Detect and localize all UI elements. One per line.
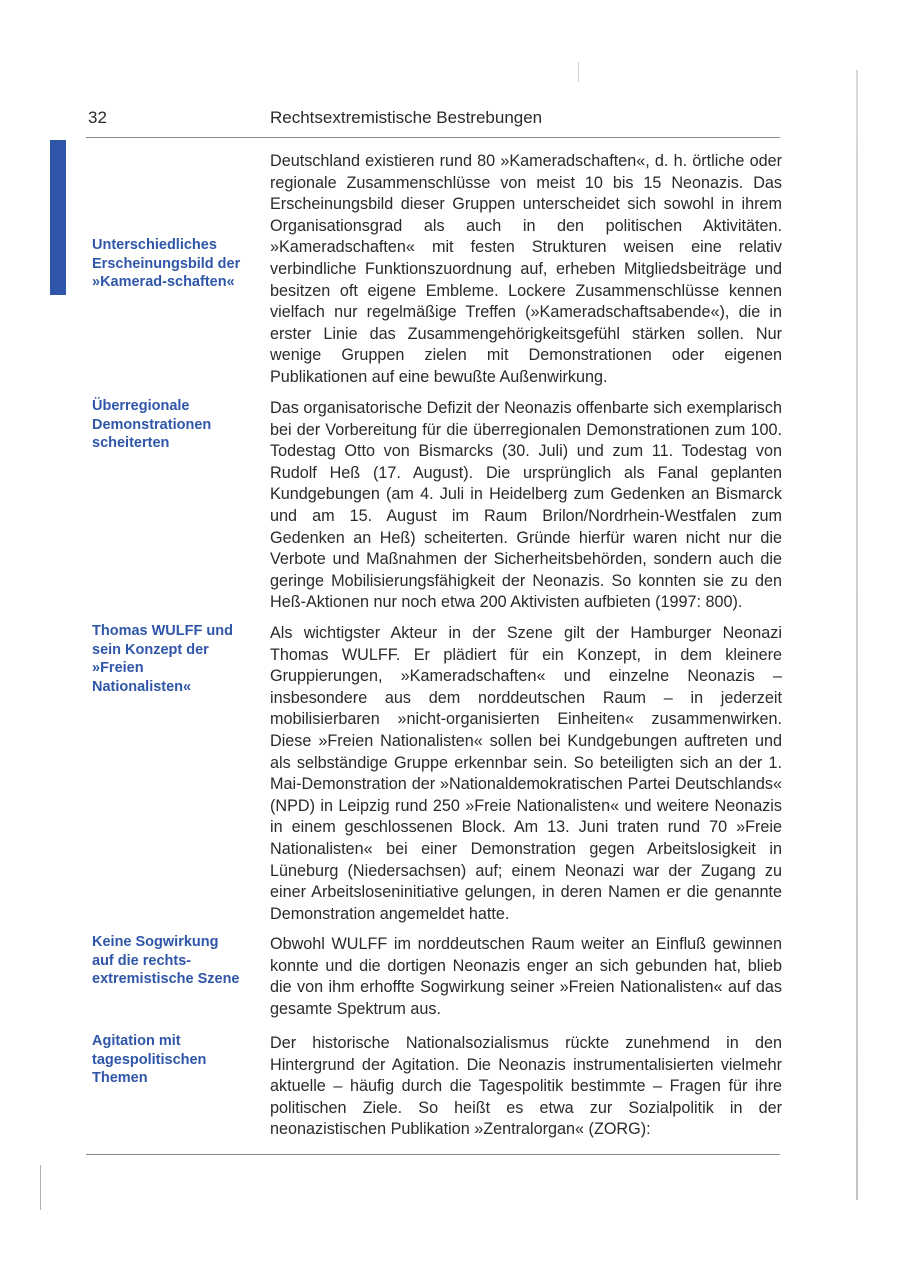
margin-note-sogwirkung: Keine Sogwirkung auf die rechts-extremistische Szene (92, 934, 240, 987)
paragraph-demonstrationen: Das organisatorische Defizit der Neonazis offenbarte sich exemplarisch bei der Vorbereitung für die überregionalen Demonstrationen zum 100. Todestag Otto von Bismarcks (30. Juli) und zum 11. Todestag von Rudolf Heß (17. August). Die ursprünglich als Fanal geplanten Kundgebungen (am 4. Juli in Heidelberg zum Gedenken an Bismarck und am 15. August im Raum Brilon/Nordrhein-Westfalen zum Gedenken an Heß) scheiterten. Gründe hierfür waren nicht nur die Verbote und Maßnahmen der Sicherheitsbehörden, sondern auch die geringe Mobilisierungsfähigkeit der Neonazis. So konnten sie zu den Heß-Aktionen nur noch etwa 200 Aktivisten aufbieten (1997: 800). (270, 399, 782, 612)
page-number: 32 (88, 108, 107, 127)
margin-note-agitation: Agitation mit tagespolitischen Themen (92, 1033, 207, 1086)
paragraph-sogwirkung: Obwohl WULFF im norddeutschen Raum weiter an Einfluß gewinnen konnte und die dortigen Neonazis enger an sich gebunden hat, blieb die von ihm erhoffte Sogwirkung seiner »Freien Nationalisten« auf das gesamte Spektrum aus. (270, 935, 782, 1018)
scan-artifact-left (40, 1165, 41, 1210)
running-title: Rechtsextremistische Bestrebungen (270, 108, 543, 127)
margin-note-demonstrationen: Überregionale Demonstrationen scheiterten (92, 398, 212, 451)
chapter-color-tab (50, 140, 66, 295)
margin-note-wulff-konzept: Thomas WULFF und sein Konzept der »Freien Nationalisten« (92, 623, 233, 695)
footer-rule (86, 1154, 780, 1155)
scan-edge-right (856, 70, 858, 1200)
scan-artifact-top (578, 62, 579, 82)
margin-note-erscheinungsbild: Unterschiedliches Erscheinungsbild der »Kamerad-schaften« (92, 237, 241, 290)
paragraph-agitation: Der historische Nationalsozialismus rückte zunehmend in den Hintergrund der Agitation. Die Neonazis instrumentalisierten vielmehr aktuelle – häufig durch die Tagespolitik bestimmte – Fragen für ihre politischen Ziele. So heißt es etwa zur Sozialpolitik in der neonazistischen Publikation »Zentralorgan« (ZORG): (270, 1034, 782, 1139)
header-rule (86, 137, 780, 138)
paragraph-wulff: Als wichtigster Akteur in der Szene gilt der Hamburger Neonazi Thomas WULFF. Er plädiert für ein Konzept, in dem kleinere Gruppierungen, »Kameradschaften« und einzelne Neonazis – insbesondere aus dem norddeutschen Raum – in jederzeit mobilisierbaren »nicht-organisierten Einheiten« zusammenwirken. Diese »Freien Nationalisten« sollen bei Kundgebungen auftreten und als selbständige Gruppe erkennbar sein. So beteiligten sich an der 1. Mai-Demonstration der »Nationaldemokratischen Partei Deutschlands« (NPD) in Leipzig rund 250 »Freie Nationalisten« und weitere Neonazis in einem geschlossenen Block. Am 13. Juni traten rund 70 »Freie Nationalisten« bei einer Demonstration gegen Arbeitslosigkeit in Lüneburg (Niedersachsen) auf; einem Neonazi war der Zugang zu einer Arbeitsloseninitiative gelungen, in deren Namen er die genannte Demonstration angemeldet hatte. (270, 624, 782, 923)
paragraph-kameradschaften: Deutschland existieren rund 80 »Kameradschaften«, d. h. örtliche oder regionale Zusammenschlüsse von meist 10 bis 15 Neonazis. Das Erscheinungsbild dieser Gruppen unterscheidet sich sowohl in ihrem Organisationsgrad als auch in den politischen Aktivitäten. »Kameradschaften« mit festen Strukturen weisen eine relativ verbindliche Funktionszuordnung auf, erheben Mitgliedsbeiträge und besitzen oft eigene Embleme. Lockere Zusammenschlüsse kennen vielfach nur regelmäßige Treffen (»Kameradschaftsabende«), die in erster Linie das Zusammengehörigkeitsgefühl stärken sollen. Nur wenige Gruppen zielen mit Demonstrationen oder eigenen Publikationen auf eine bewußte Außenwirkung. (270, 152, 782, 386)
